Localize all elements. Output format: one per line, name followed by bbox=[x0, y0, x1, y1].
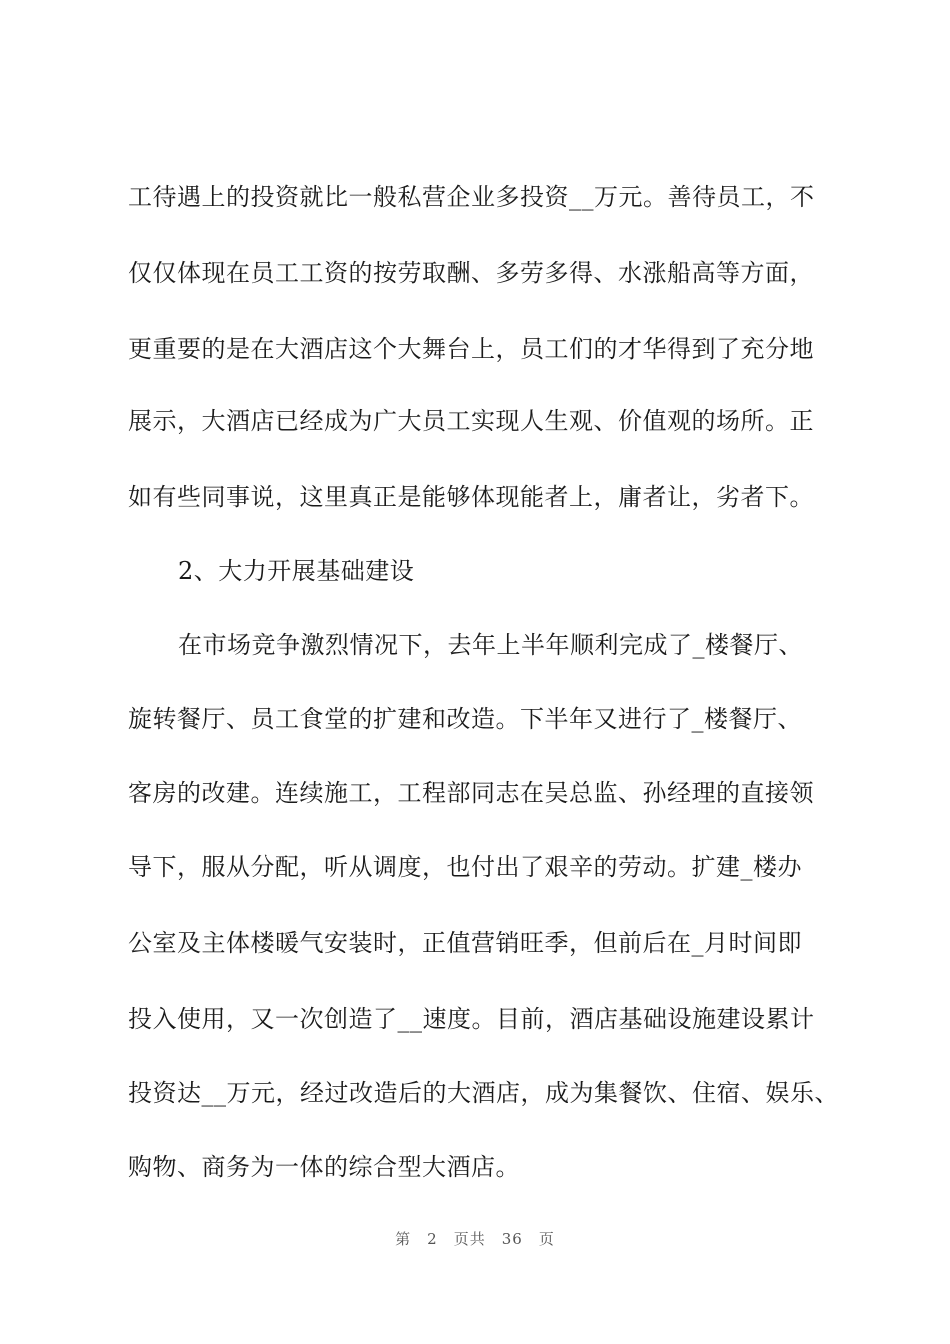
text-line-8: 旋转餐厅、员工食堂的扩建和改造。下半年又进行了_楼餐厅、 bbox=[128, 705, 802, 733]
footer-page-number: 2 bbox=[427, 1230, 438, 1248]
text-line-2: 仅仅体现在员工工资的按劳取酬、多劳多得、水涨船高等方面， bbox=[128, 259, 814, 287]
text-line-4: 展示，大酒店已经成为广大员工实现人生观、价值观的场所。正 bbox=[128, 407, 814, 435]
text-line-3: 更重要的是在大酒店这个大舞台上，员工们的才华得到了充分地 bbox=[128, 335, 814, 363]
text-line-10: 导下，服从分配，听从调度，也付出了艰辛的劳动。扩建_楼办 bbox=[128, 853, 802, 881]
text-line-12: 投入使用，又一次创造了__速度。目前，酒店基础设施建设累计 bbox=[128, 1005, 815, 1033]
footer-suffix: 页 bbox=[538, 1230, 555, 1248]
text-line-11: 公室及主体楼暖气安装时，正值营销旺季，但前后在_月时间即 bbox=[128, 929, 802, 957]
footer-total-pages: 36 bbox=[501, 1230, 523, 1248]
text-line-13: 投资达__万元，经过改造后的大酒店，成为集餐饮、住宿、娱乐、 bbox=[128, 1079, 839, 1107]
text-line-9: 客房的改建。连续施工，工程部同志在吴总监、孙经理的直接领 bbox=[128, 779, 814, 807]
text-line-5: 如有些同事说，这里真正是能够体现能者上，庸者让，劣者下。 bbox=[128, 483, 814, 511]
footer-prefix: 第 bbox=[395, 1230, 412, 1248]
text-line-14: 购物、商务为一体的综合型大酒店。 bbox=[128, 1153, 520, 1181]
page-footer bbox=[0, 1228, 950, 1249]
section-heading: 2、大力开展基础建设 bbox=[178, 557, 415, 585]
text-line-1: 工待遇上的投资就比一般私营企业多投资__万元。善待员工，不 bbox=[128, 183, 815, 211]
text-line-7: 在市场竞争激烈情况下，去年上半年顺利完成了_楼餐厅、 bbox=[178, 631, 803, 659]
footer-middle: 页共 bbox=[453, 1230, 486, 1248]
